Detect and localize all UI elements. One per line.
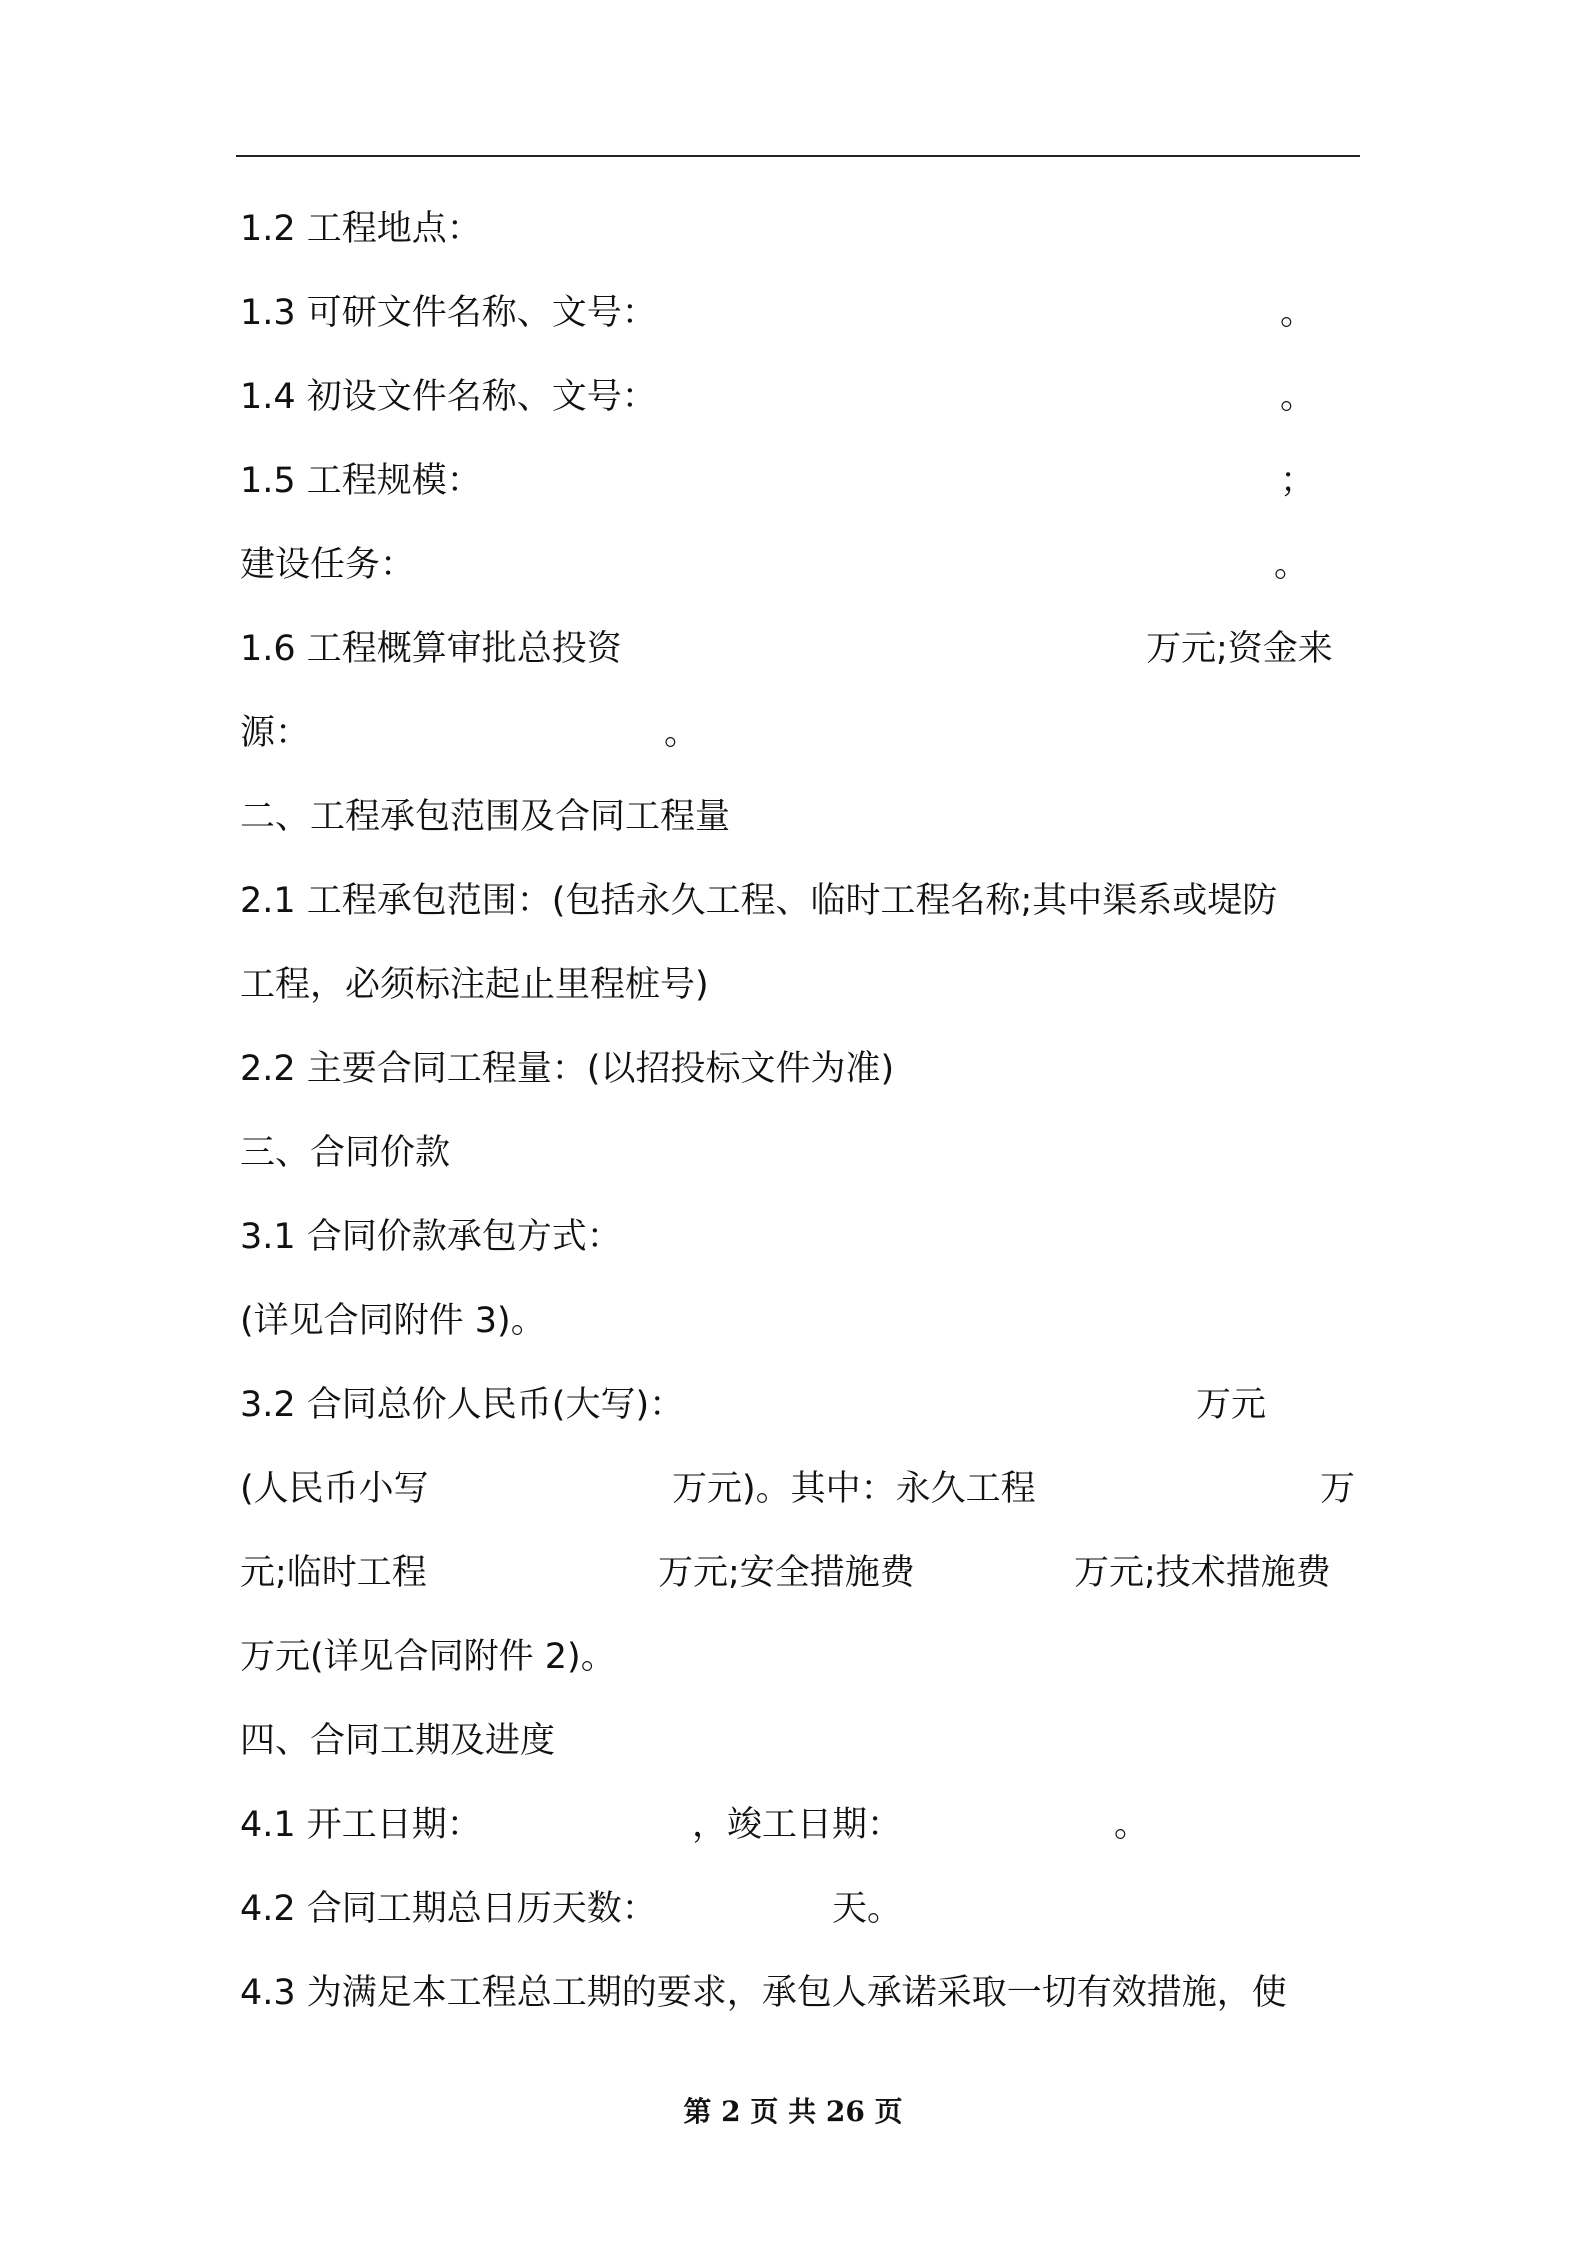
text: 4.2 合同工期总日历天数： — [240, 1889, 657, 1929]
text: 万元(详见合同附件 2)。 — [240, 1637, 616, 1677]
line-4-3-schedule — [240, 1963, 1360, 2023]
text: 。 — [1280, 293, 1316, 333]
line-see-annex-2 — [240, 1627, 1360, 1687]
text: 。 — [1114, 1805, 1150, 1845]
text: ，竣工日期： — [692, 1805, 903, 1845]
footer-page-number: 2 — [721, 2095, 741, 2128]
text: 源： — [240, 713, 311, 753]
text: 。 — [1280, 377, 1316, 417]
line-construction-task — [240, 535, 1360, 595]
text: 万元)。其中：永久工程 — [672, 1469, 1036, 1509]
section-4-heading — [240, 1711, 1360, 1771]
line-2-2-quantities — [240, 1039, 1360, 1099]
text: 万 — [1320, 1469, 1356, 1509]
text: 二、工程承包范围及合同工程量 — [240, 797, 731, 837]
line-4-1-dates — [240, 1795, 1360, 1855]
line-2-1-scope-cont — [240, 955, 1360, 1015]
text: 3.1 合同价款承包方式： — [240, 1217, 622, 1257]
line-1-3-feasibility-doc — [240, 283, 1360, 343]
line-3-2-total-price — [240, 1375, 1360, 1435]
text: 4.1 开工日期： — [240, 1805, 482, 1845]
text: 天。 — [832, 1889, 903, 1929]
line-2-1-scope — [240, 871, 1360, 931]
header-rule — [236, 155, 1360, 157]
text: 2.1 工程承包范围：(包括永久工程、临时工程名称;其中渠系或堤防 — [240, 881, 1278, 921]
line-see-annex-3 — [240, 1291, 1360, 1351]
line-4-2-calendar-days — [240, 1879, 1360, 1939]
footer-prefix: 第 — [683, 2095, 712, 2128]
text: 1.4 初设文件名称、文号： — [240, 377, 657, 417]
line-fund-source — [240, 703, 1360, 763]
page-footer — [0, 2092, 1586, 2132]
text: 1.3 可研文件名称、文号： — [240, 293, 657, 333]
text: 1.5 工程规模： — [240, 461, 482, 501]
line-rmb-lowercase — [240, 1459, 1360, 1519]
footer-middle: 页 共 — [750, 2095, 817, 2128]
text: 万元;安全措施费 — [658, 1553, 915, 1593]
text: 4.3 为满足本工程总工期的要求，承包人承诺采取一切有效措施，使 — [240, 1973, 1287, 2013]
text: (人民币小写 — [240, 1469, 429, 1509]
text: 。 — [1274, 545, 1310, 585]
text: 四、合同工期及进度 — [240, 1721, 556, 1761]
line-3-1-price-method — [240, 1207, 1360, 1267]
line-1-6-total-investment — [240, 619, 1360, 679]
line-temporary-works — [240, 1543, 1360, 1603]
text: 万元 — [1196, 1385, 1267, 1425]
section-2-heading — [240, 787, 1360, 847]
line-1-2-location — [240, 199, 1360, 259]
text: 。 — [664, 713, 700, 753]
text: 三、合同价款 — [240, 1133, 451, 1173]
text: 元;临时工程 — [240, 1553, 427, 1593]
text: 2.2 主要合同工程量：(以招投标文件为准) — [240, 1049, 895, 1089]
line-1-4-preliminary-design-doc — [240, 367, 1360, 427]
text: ； — [1280, 461, 1316, 501]
footer-suffix: 页 — [874, 2095, 903, 2128]
text: 1.6 工程概算审批总投资 — [240, 629, 622, 669]
section-3-heading — [240, 1123, 1360, 1183]
text: 万元;技术措施费 — [1074, 1553, 1331, 1593]
text: 3.2 合同总价人民币(大写)： — [240, 1385, 685, 1425]
text: 工程，必须标注起止里程桩号) — [240, 965, 709, 1005]
text: 万元;资金来 — [1146, 629, 1333, 669]
line-1-5-scale — [240, 451, 1360, 511]
footer-total-pages: 26 — [825, 2095, 865, 2128]
text: 建设任务： — [240, 545, 416, 585]
text: (详见合同附件 3)。 — [240, 1301, 546, 1341]
text: 1.2 工程地点： — [240, 209, 482, 249]
